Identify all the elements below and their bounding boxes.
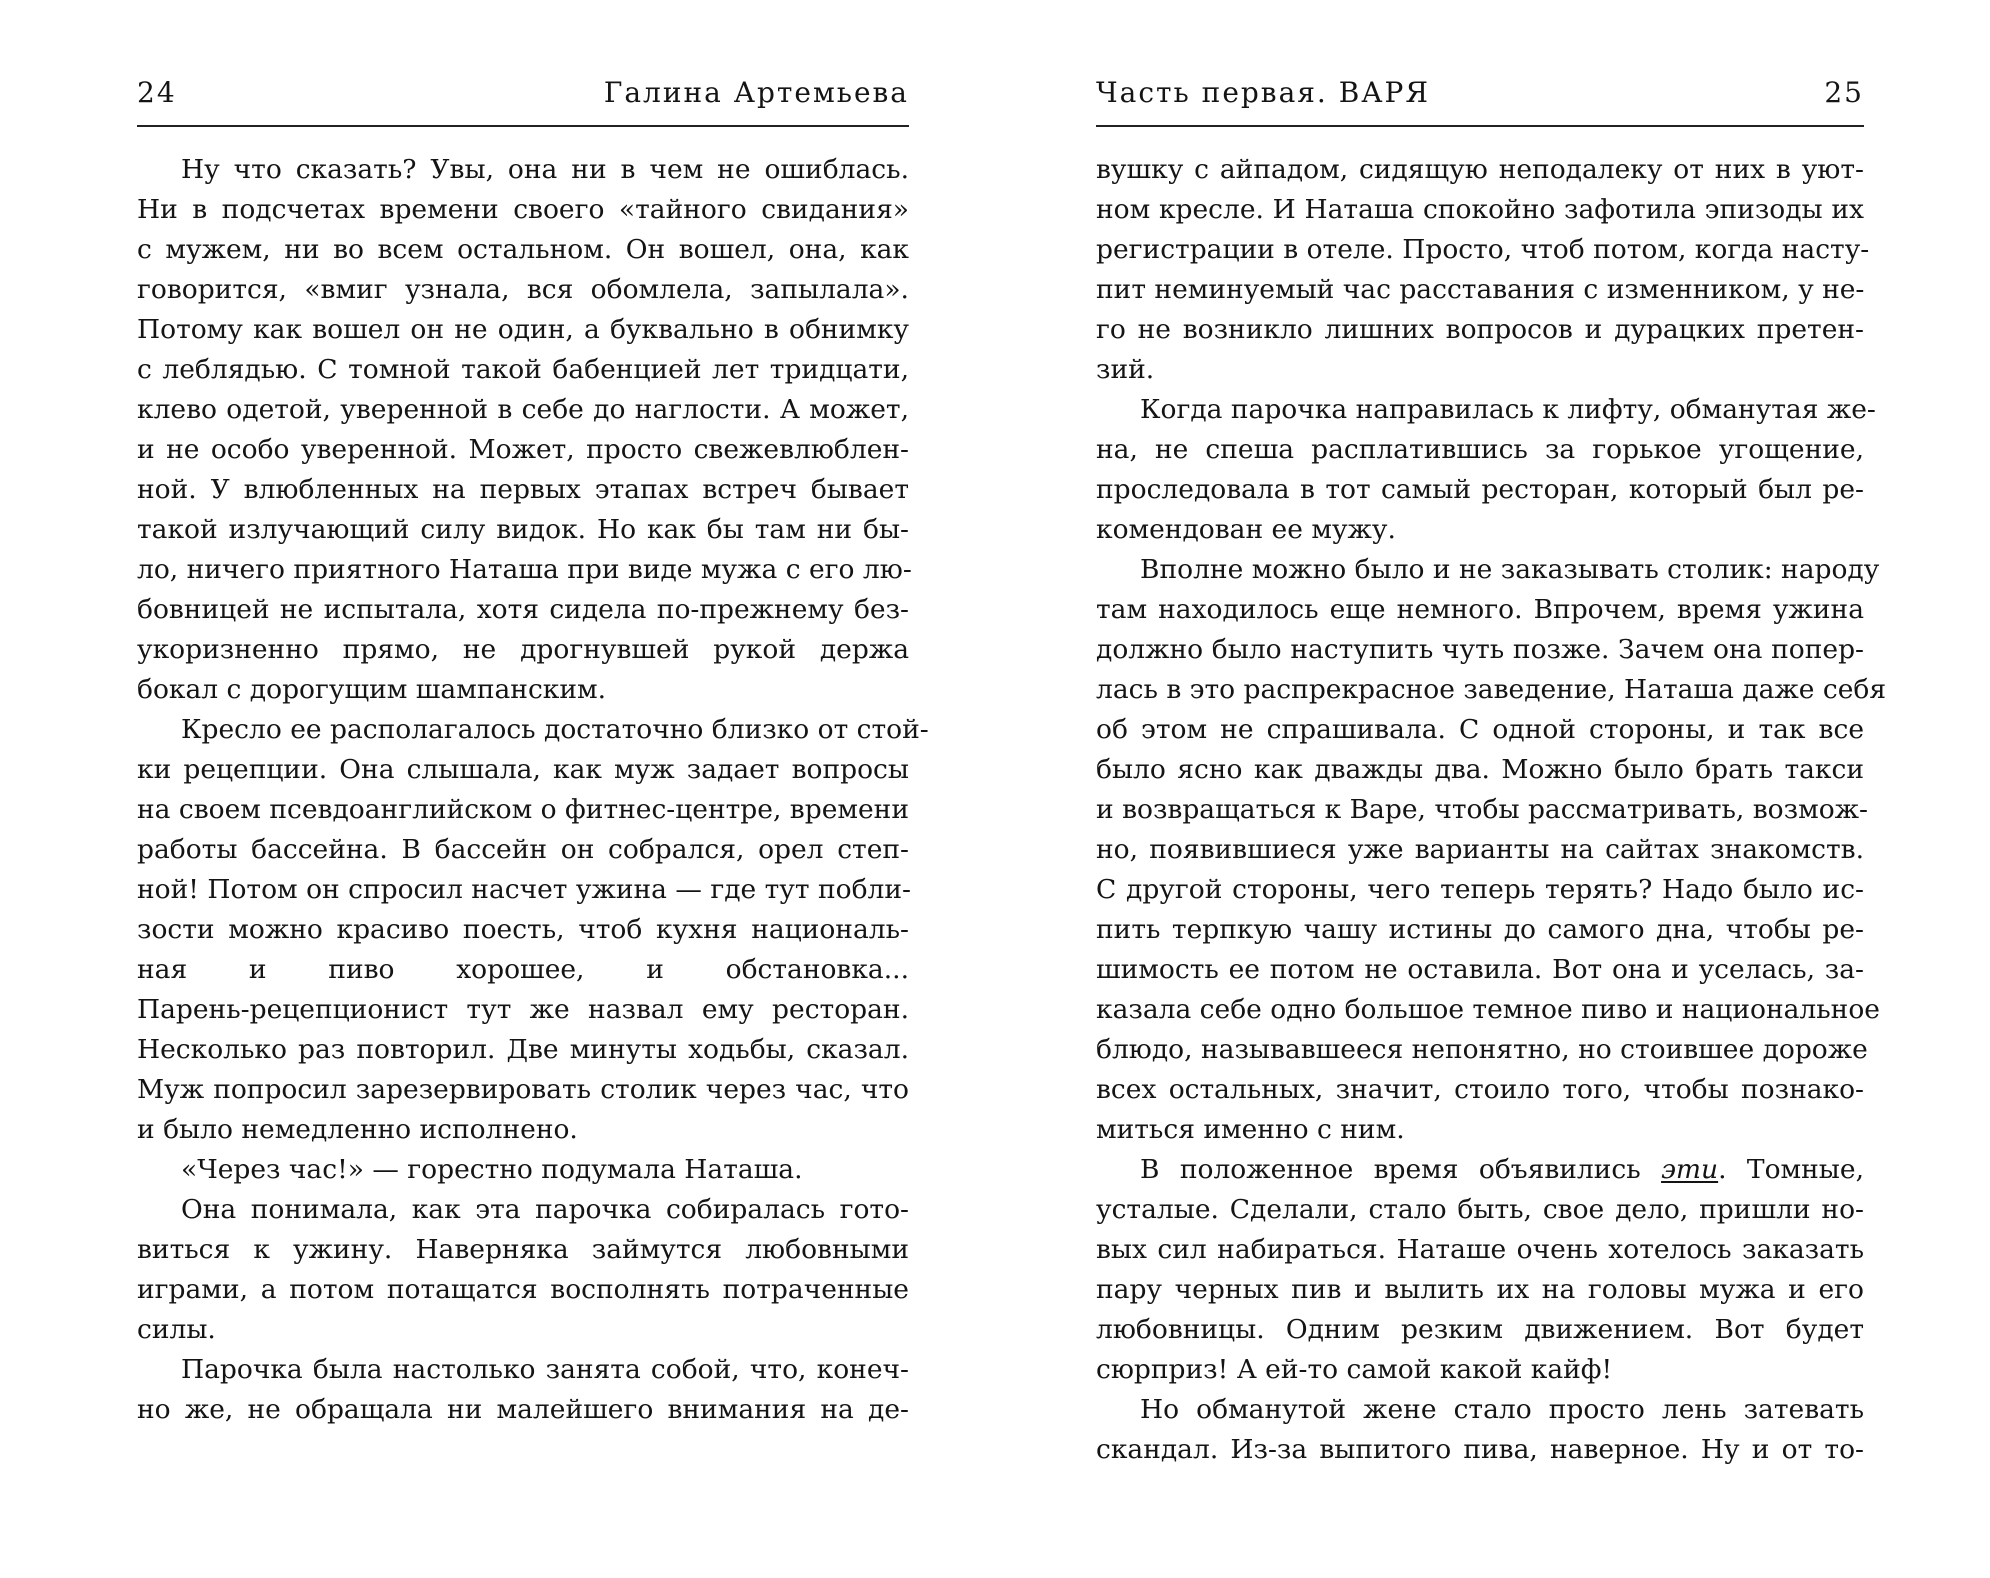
text-line: бокал с дорогущим шампанским. <box>137 674 607 705</box>
text-line <box>1096 1150 1864 1190</box>
text-line: «Через час!» — горестно подумала Наташа. <box>181 1154 803 1185</box>
page-number-left: 24 <box>137 76 177 109</box>
text-line: работы бассейна. В бассейн он собрался, орел степ- <box>137 834 909 865</box>
text-line: Несколько раз повторил. Две минуты ходьбы, сказал. <box>137 1034 909 1065</box>
text-line: ной! Потом он спросил насчет ужина — где тут побли- <box>137 874 911 905</box>
text-line: Вполне можно было и не заказывать столик: народу <box>1140 554 1880 585</box>
text-line: но же, не обращала ни малейшего внимания на де- <box>137 1394 909 1425</box>
running-head-author: Галина Артемьева <box>603 76 909 109</box>
text-line: сюрприз! А ей-то самой какой кайф! <box>1096 1354 1613 1385</box>
text-line: говорится, «вмиг узнала, вся обомлела, запылала». <box>137 274 909 305</box>
text-line: Когда парочка направилась к лифту, обманутая же- <box>1140 394 1876 425</box>
text-line: скандал. Из-за выпитого пива, наверное. Ну и от то- <box>1096 1434 1864 1465</box>
text-line: играми, а потом потащатся восполнять потраченные <box>137 1274 909 1305</box>
text-line: с мужем, ни во всем остальном. Он вошел, она, как <box>137 234 909 265</box>
text-line: шимость ее потом не оставила. Вот она и уселась, за- <box>1096 954 1864 985</box>
text-line: укоризненно прямо, не дрогнувшей рукой держа <box>137 634 909 665</box>
text-line: вушку с айпадом, сидящую неподалеку от них в уют- <box>1096 154 1864 185</box>
text-line: и было немедленно исполнено. <box>137 1114 578 1145</box>
text-line: лась в это распрекрасное заведение, Наташа даже себя <box>1096 674 1887 705</box>
right-page <box>1096 0 1887 1578</box>
text-line: С другой стороны, чего теперь терять? Надо было ис- <box>1096 874 1864 905</box>
text-line: регистрации в отеле. Просто, чтоб потом, когда насту- <box>1096 234 1870 265</box>
text-line: виться к ужину. Наверняка займутся любовными <box>137 1234 909 1265</box>
text-line: Она понимала, как эта парочка собиралась гото- <box>181 1194 909 1225</box>
text-segment: . Томные, <box>1718 1154 1864 1185</box>
right-page-text <box>1096 150 1887 1470</box>
text-line: но, появившиеся уже варианты на сайтах знакомств. <box>1096 834 1864 865</box>
text-line: ная и пиво хорошее, и обстановка... <box>137 954 909 985</box>
text-line: там находилось еще немного. Впрочем, время ужина <box>1096 594 1864 625</box>
left-page <box>137 0 929 1578</box>
text-line: силы. <box>137 1314 216 1345</box>
text-line: Парочка была настолько занята собой, что, конеч- <box>181 1354 909 1385</box>
text-line: ки рецепции. Она слышала, как муж задает вопросы <box>137 754 909 785</box>
text-line: должно было наступить чуть позже. Зачем она попер- <box>1096 634 1864 665</box>
text-line: на своем псевдоанглийском о фитнес-центре, времени <box>137 794 909 825</box>
text-line: с леблядью. С томной такой бабенцией лет тридцати, <box>137 354 909 385</box>
italic-emphasis: эти <box>1661 1154 1719 1185</box>
text-segment: В положенное время объявились <box>1140 1154 1641 1185</box>
text-line: зий. <box>1096 354 1155 385</box>
text-line: усталые. Сделали, стало быть, свое дело, пришли но- <box>1096 1194 1864 1225</box>
text-line: бовницей не испытала, хотя сидела по-прежнему без- <box>137 594 909 625</box>
text-line: любовницы. Одним резким движением. Вот будет <box>1096 1314 1864 1345</box>
page-number-right: 25 <box>1824 76 1864 109</box>
text-line: вых сил набираться. Наташе очень хотелось заказать <box>1096 1234 1864 1265</box>
text-line: пит неминуемый час расставания с изменником, у не- <box>1096 274 1865 305</box>
left-page-text <box>137 150 929 1430</box>
header-rule-right <box>1096 125 1864 127</box>
text-line: го не возникло лишних вопросов и дурацких претен- <box>1096 314 1864 345</box>
text-line: клево одетой, уверенной в себе до наглости. А может, <box>137 394 909 425</box>
text-line: пару черных пив и вылить их на головы мужа и его <box>1096 1274 1864 1305</box>
text-line: Кресло ее располагалось достаточно близко от стой- <box>181 714 929 745</box>
text-line: Муж попросил зарезервировать столик через час, что <box>137 1074 909 1105</box>
text-line: миться именно с ним. <box>1096 1114 1405 1145</box>
text-line: проследовала в тот самый ресторан, который был ре- <box>1096 474 1864 505</box>
text-line: на, не спеша расплатившись за горькое угощение, <box>1096 434 1864 465</box>
text-line: блюдо, называвшееся непонятно, но стоившее дороже <box>1096 1034 1868 1065</box>
running-head-part: Часть первая. ВАРЯ <box>1096 76 1430 109</box>
right-page-header <box>1096 76 1864 116</box>
text-line: Потому как вошел он не один, а буквально в обнимку <box>137 314 909 345</box>
text-line: всех остальных, значит, стоило того, чтобы познако- <box>1096 1074 1864 1105</box>
text-line: Парень-рецепционист тут же назвал ему ресторан. <box>137 994 909 1025</box>
text-line: ной. У влюбленных на первых этапах встреч бывает <box>137 474 909 505</box>
text-line: Ни в подсчетах времени своего «тайного свидания» <box>137 194 909 225</box>
text-line: такой излучающий силу видок. Но как бы там ни бы- <box>137 514 909 545</box>
text-line: зости можно красиво поесть, чтоб кухня националь- <box>137 914 909 945</box>
left-page-header <box>137 76 909 116</box>
text-line: пить терпкую чашу истины до самого дна, чтобы ре- <box>1096 914 1864 945</box>
text-line: ном кресле. И Наташа спокойно зафотила эпизоды их <box>1096 194 1864 225</box>
text-line: комендован ее мужу. <box>1096 514 1396 545</box>
text-line: и не особо уверенной. Может, просто свежевлюблен- <box>137 434 909 465</box>
text-line: казала себе одно большое темное пиво и национальное <box>1096 994 1880 1025</box>
text-line: ло, ничего приятного Наташа при виде мужа с его лю- <box>137 554 912 585</box>
text-line: было ясно как дважды два. Можно было брать такси <box>1096 754 1864 785</box>
text-line: Ну что сказать? Увы, она ни в чем не ошиблась. <box>181 154 909 185</box>
header-rule-left <box>137 125 909 127</box>
text-line: Но обманутой жене стало просто лень затевать <box>1140 1394 1864 1425</box>
text-line: об этом не спрашивала. С одной стороны, и так все <box>1096 714 1864 745</box>
text-line: и возвращаться к Варе, чтобы рассматривать, возмож- <box>1096 794 1868 825</box>
